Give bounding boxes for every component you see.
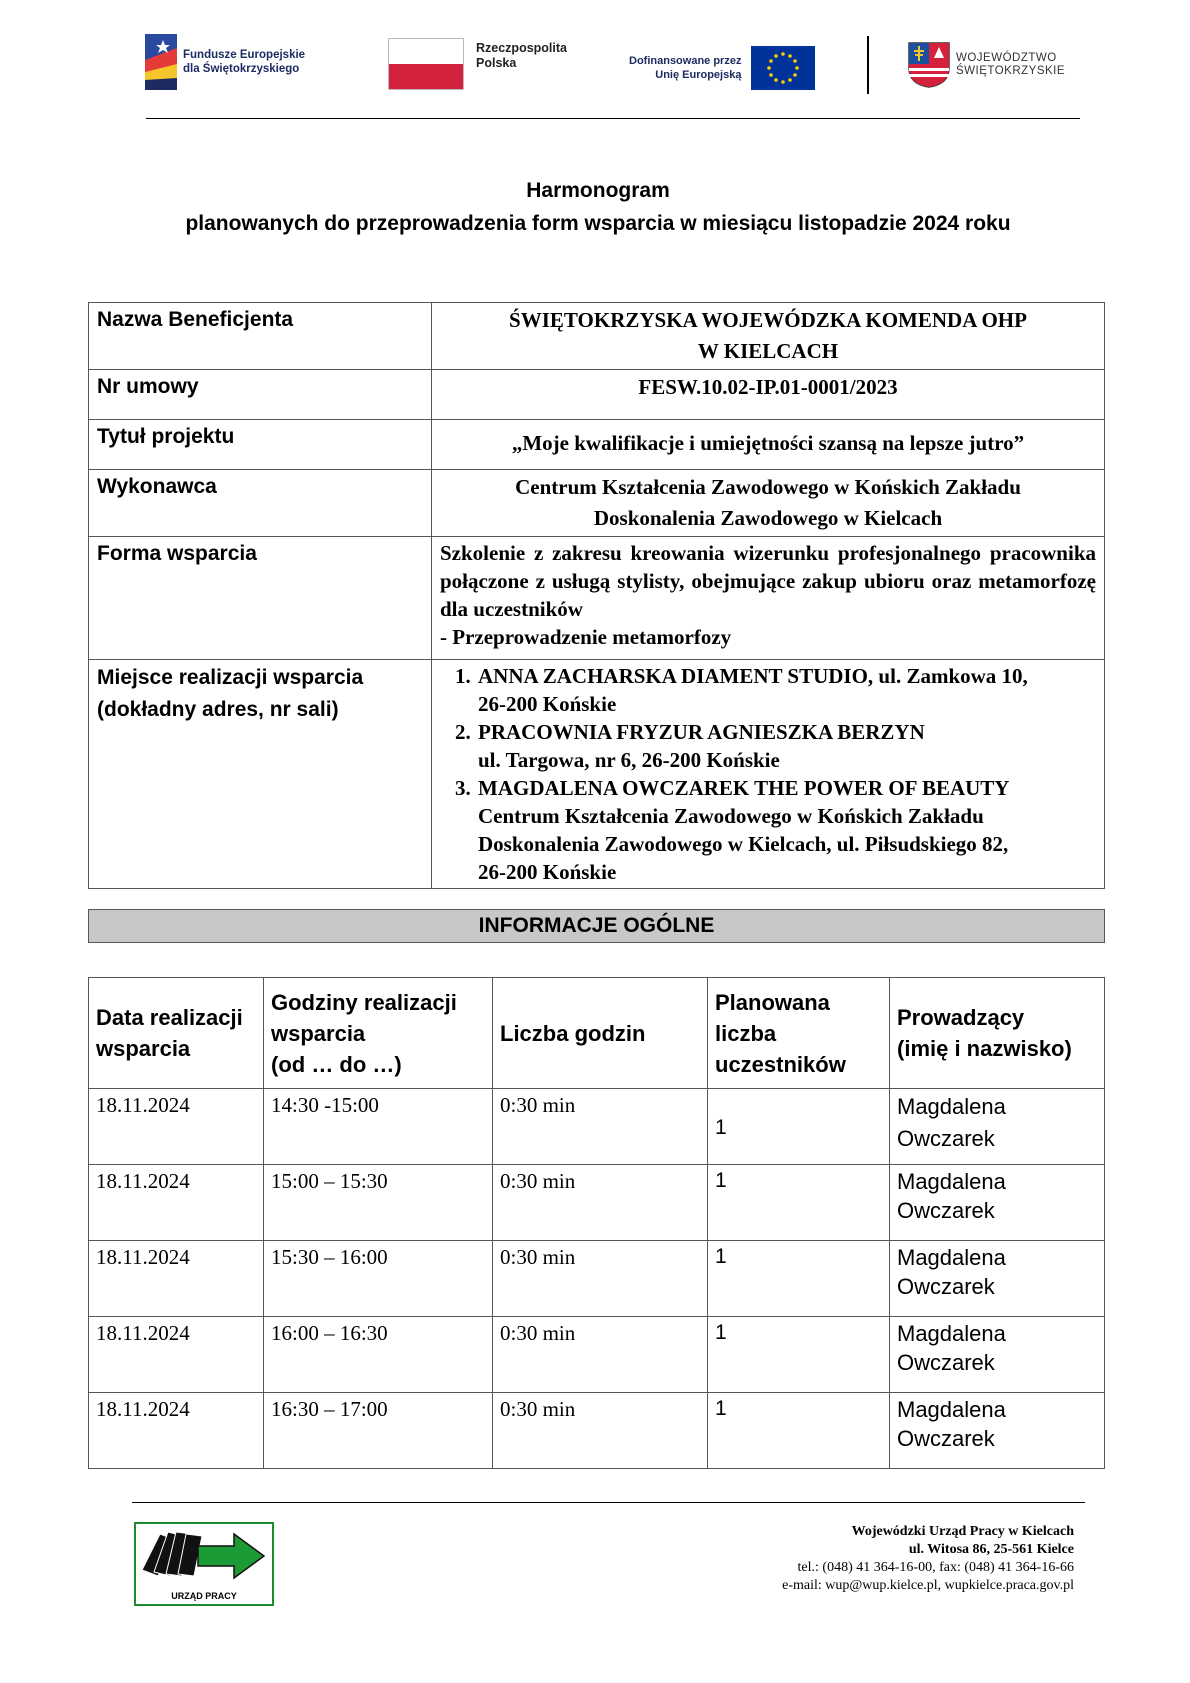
tytul-label: Tytuł projektu bbox=[89, 420, 432, 470]
cell-trainer: Magdalena Owczarek bbox=[890, 1393, 1105, 1469]
cell-count-hours: 0:30 min bbox=[493, 1393, 708, 1469]
place-item: 1. ANNA ZACHARSKA DIAMENT STUDIO, ul. Zamkowa 10, 26-200 Końskie bbox=[476, 662, 1096, 718]
row-wykonawca bbox=[89, 470, 1105, 537]
cell-trainer: Magdalena Owczarek bbox=[890, 1089, 1105, 1165]
header-logos bbox=[145, 34, 1080, 98]
forma-value: Szkolenie z zakresu kreowania wizerunku profesjonalnego pracownika połączone z usługą stylisty, obejmujące zakup ubioru oraz metamorfozę dla uczestników bbox=[440, 541, 1096, 621]
table-row bbox=[89, 1241, 1105, 1317]
col-header-date: Data realizacji wsparcia bbox=[89, 978, 264, 1089]
table-row bbox=[89, 1393, 1105, 1469]
row-miejsce bbox=[89, 660, 1105, 889]
cell-date: 18.11.2024 bbox=[89, 1165, 264, 1241]
cell-trainer: Magdalena Owczarek bbox=[890, 1317, 1105, 1393]
schedule-header-row bbox=[89, 978, 1105, 1089]
col-header-hours: Godziny realizacji wsparcia (od … do …) bbox=[264, 978, 493, 1089]
umowa-label: Nr umowy bbox=[89, 370, 432, 420]
cell-trainer: Magdalena Owczarek bbox=[890, 1241, 1105, 1317]
schedule-table bbox=[88, 977, 1105, 1469]
cell-hours: 16:00 – 16:30 bbox=[264, 1317, 493, 1393]
cell-count-hours: 0:30 min bbox=[493, 1089, 708, 1165]
places-list bbox=[440, 662, 1096, 886]
table-row bbox=[89, 1317, 1105, 1393]
section-header: INFORMACJE OGÓLNE bbox=[88, 909, 1105, 943]
miejsce-label: Miejsce realizacji wsparcia (dokładny adres, nr sali) bbox=[89, 660, 432, 889]
row-forma bbox=[89, 537, 1105, 660]
job-cards-arrow-icon bbox=[136, 1524, 272, 1590]
cell-hours: 15:30 – 16:00 bbox=[264, 1241, 493, 1317]
cell-date: 18.11.2024 bbox=[89, 1089, 264, 1165]
urzad-pracy-logo bbox=[134, 1522, 274, 1606]
forma-value-2: - Przeprowadzenie metamorfozy bbox=[440, 625, 732, 649]
cell-hours: 15:00 – 15:30 bbox=[264, 1165, 493, 1241]
cell-trainer: Magdalena Owczarek bbox=[890, 1165, 1105, 1241]
cell-participants: 1 bbox=[708, 1393, 890, 1469]
wojewodztwo-swietokrzyskie-logo bbox=[908, 42, 1065, 88]
table-row bbox=[89, 1165, 1105, 1241]
place-item: 3. MAGDALENA OWCZAREK THE POWER OF BEAUTY Centrum Kształcenia Zawodowego w Końskich Zakładu Doskonalenia Zawodowego w Kielcach, ul. Piłsudskiego 82, 26-200 Końskie bbox=[476, 774, 1096, 886]
footer-phone: tel.: (048) 41 364-16-00, fax: (048) 41 364-16-66 bbox=[797, 1560, 1074, 1575]
footer-contact bbox=[782, 1523, 1074, 1595]
sw-logo-text: WOJEWÓDZTWO ŚWIĘTOKRZYSKIE bbox=[956, 52, 1066, 77]
eu-flag-icon bbox=[751, 46, 815, 90]
document-title bbox=[88, 174, 1108, 240]
cell-count-hours: 0:30 min bbox=[493, 1241, 708, 1317]
col-header-count-hours: Liczba godzin bbox=[493, 978, 708, 1089]
fe-logo-text: Fundusze Europejskie dla Świętokrzyskiego bbox=[183, 49, 306, 75]
place-item: 2. PRACOWNIA FRYZUR AGNIESZKA BERZYN ul. Targowa, nr 6, 26-200 Końskie bbox=[476, 718, 1096, 774]
footer-rule bbox=[132, 1502, 1085, 1503]
cell-count-hours: 0:30 min bbox=[493, 1165, 708, 1241]
forma-value-cell bbox=[432, 537, 1105, 660]
table-row bbox=[89, 1089, 1105, 1165]
title-line-2: planowanych do przeprowadzenia form wsparcia w miesiącu listopadzie 2024 roku bbox=[185, 212, 1011, 235]
col-header-participants: Planowana liczba uczestników bbox=[708, 978, 890, 1089]
project-info-table bbox=[88, 302, 1105, 889]
eu-logo-text: Dofinansowane przez Unię Europejską bbox=[629, 55, 742, 81]
cell-participants: 1 bbox=[708, 1241, 890, 1317]
rzeczpospolita-polska-logo bbox=[388, 38, 567, 90]
coat-of-arms-icon bbox=[908, 42, 950, 88]
row-tytul bbox=[89, 420, 1105, 470]
cell-hours: 16:30 – 17:00 bbox=[264, 1393, 493, 1469]
fundusze-europejskie-logo bbox=[145, 34, 305, 90]
fe-emblem-icon bbox=[145, 34, 177, 90]
row-umowa bbox=[89, 370, 1105, 420]
row-beneficjent bbox=[89, 303, 1105, 370]
rp-logo-text: Rzeczpospolita Polska bbox=[476, 41, 567, 70]
tytul-value: „Moje kwalifikacje i umiejętności szansą na lepsze jutro” bbox=[432, 420, 1105, 470]
footer-address: ul. Witosa 86, 25-561 Kielce bbox=[908, 1542, 1074, 1557]
beneficjent-label: Nazwa Beneficjenta bbox=[89, 303, 432, 370]
title-line-1: Harmonogram bbox=[526, 179, 670, 202]
cell-count-hours: 0:30 min bbox=[493, 1317, 708, 1393]
polish-flag-icon bbox=[388, 38, 464, 90]
urzad-pracy-label: URZĄD PRACY bbox=[171, 1591, 237, 1601]
cell-date: 18.11.2024 bbox=[89, 1317, 264, 1393]
beneficjent-value: ŚWIĘTOKRZYSKA WOJEWÓDZKA KOMENDA OHP W KIELCACH bbox=[432, 303, 1105, 370]
cell-participants: 1 bbox=[708, 1317, 890, 1393]
umowa-value: FESW.10.02-IP.01-0001/2023 bbox=[432, 370, 1105, 420]
cell-participants: 1 bbox=[708, 1089, 890, 1165]
cell-participants: 1 bbox=[708, 1165, 890, 1241]
wykonawca-value: Centrum Kształcenia Zawodowego w Końskich Zakładu Doskonalenia Zawodowego w Kielcach bbox=[432, 470, 1105, 537]
header-rule bbox=[146, 118, 1080, 119]
logo-divider bbox=[867, 36, 869, 94]
miejsce-value-cell bbox=[432, 660, 1105, 889]
cell-hours: 14:30 -15:00 bbox=[264, 1089, 493, 1165]
col-header-trainer: Prowadzący (imię i nazwisko) bbox=[890, 978, 1105, 1089]
footer-email: e-mail: wup@wup.kielce.pl, wupkielce.praca.gov.pl bbox=[782, 1578, 1074, 1593]
eu-funding-logo bbox=[629, 46, 815, 90]
cell-date: 18.11.2024 bbox=[89, 1241, 264, 1317]
footer-org-name: Wojewódzki Urząd Pracy w Kielcach bbox=[851, 1524, 1074, 1539]
forma-label: Forma wsparcia bbox=[89, 537, 432, 660]
cell-date: 18.11.2024 bbox=[89, 1393, 264, 1469]
wykonawca-label: Wykonawca bbox=[89, 470, 432, 537]
